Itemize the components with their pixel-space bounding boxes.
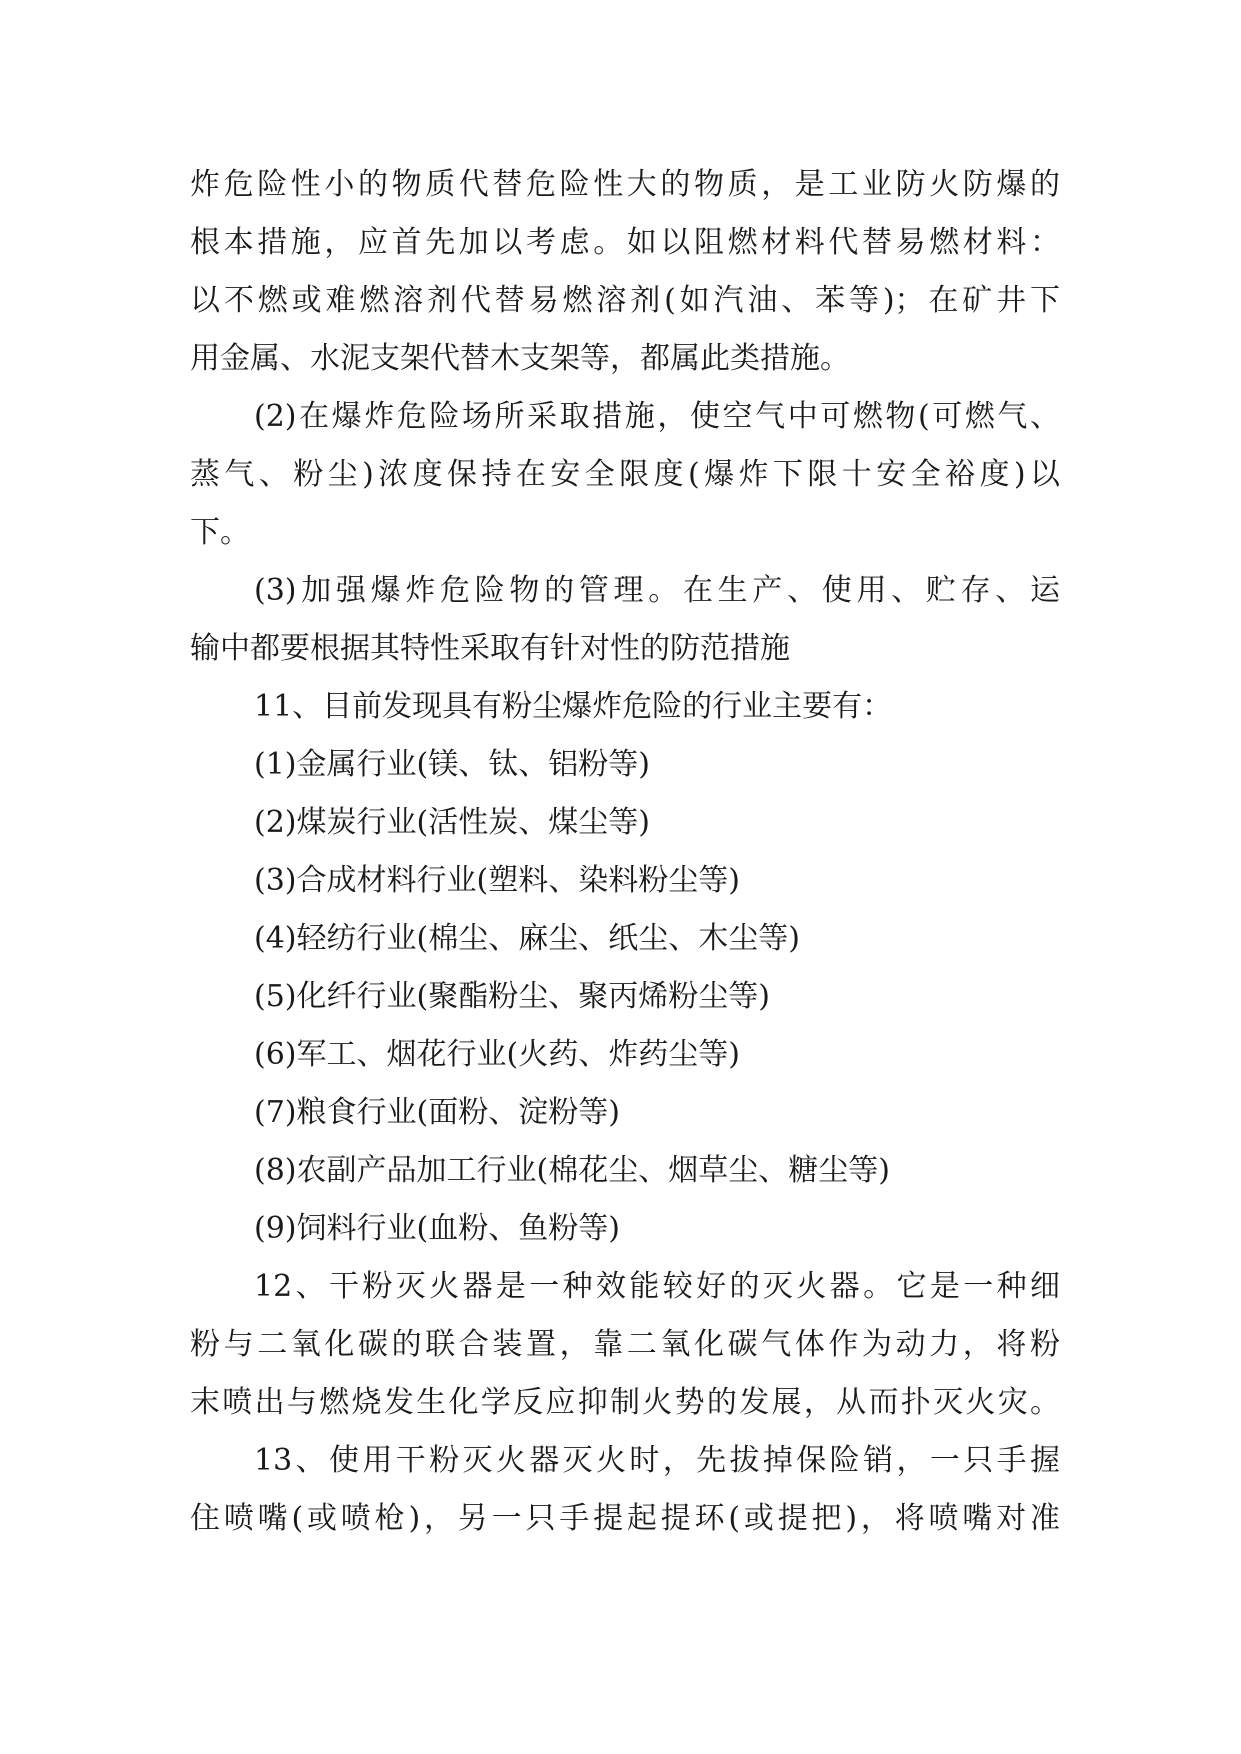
text-line: 输中都要根据其特性采取有针对性的防范措施	[190, 631, 790, 666]
text-line: 13、使用干粉灭火器灭火时，先拔掉保险销，一只手握	[254, 1443, 1060, 1478]
text-line: 11、目前发现具有粉尘爆炸危险的行业主要有：	[254, 689, 893, 724]
list-item: (6)军工、烟花行业(火药、炸药尘等)	[254, 1037, 740, 1072]
text-line: 炸危险性小的物质代替危险性大的物质，是工业防火防爆的	[190, 167, 1060, 202]
text-line: 以不燃或难燃溶剂代替易燃溶剂(如汽油、苯等)；在矿井下	[190, 283, 1060, 318]
text-line: 用金属、水泥支架代替木支架等，都属此类措施。	[190, 341, 850, 376]
text-line: 根本措施，应首先加以考虑。如以阻燃材料代替易燃材料：	[190, 225, 1060, 260]
list-item: (7)粮食行业(面粉、淀粉等)	[254, 1095, 620, 1130]
text-line: 住喷嘴(或喷枪)，另一只手提起提环(或提把)，将喷嘴对准	[190, 1501, 1060, 1536]
text-line: 12、干粉灭火器是一种效能较好的灭火器。它是一种细	[254, 1269, 1060, 1304]
text-line: 末喷出与燃烧发生化学反应抑制火势的发展，从而扑灭火灾。	[190, 1385, 1060, 1420]
list-item: (3)合成材料行业(塑料、染料粉尘等)	[254, 863, 740, 898]
list-item: (2)煤炭行业(活性炭、煤尘等)	[254, 805, 650, 840]
text-line: (2)在爆炸危险场所采取措施，使空气中可燃物(可燃气、	[254, 399, 1060, 434]
text-line: 粉与二氧化碳的联合装置，靠二氧化碳气体作为动力，将粉	[190, 1327, 1060, 1362]
list-item: (1)金属行业(镁、钛、铝粉等)	[254, 747, 650, 782]
text-line: (3)加强爆炸危险物的管理。在生产、使用、贮存、运	[254, 573, 1060, 608]
text-line: 下。	[190, 515, 250, 550]
text-line: 蒸气、粉尘)浓度保持在安全限度(爆炸下限十安全裕度)以	[190, 457, 1060, 492]
document-body	[190, 156, 1060, 1548]
list-item: (4)轻纺行业(棉尘、麻尘、纸尘、木尘等)	[254, 921, 800, 956]
list-item: (8)农副产品加工行业(棉花尘、烟草尘、糖尘等)	[254, 1153, 890, 1188]
list-item: (9)饲料行业(血粉、鱼粉等)	[254, 1211, 620, 1246]
list-item: (5)化纤行业(聚酯粉尘、聚丙烯粉尘等)	[254, 979, 770, 1014]
